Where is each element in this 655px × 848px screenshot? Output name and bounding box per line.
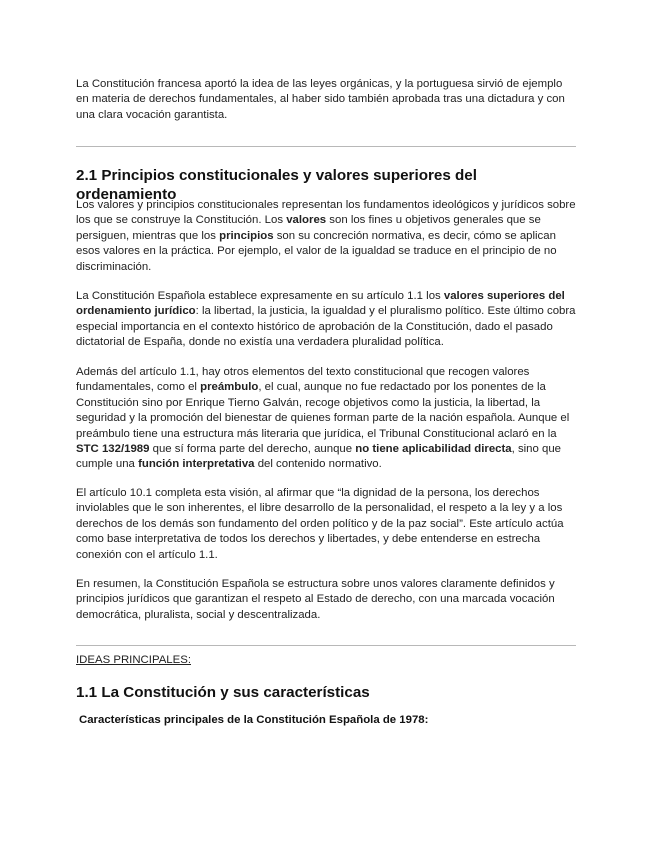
subsection-heading-block: [76, 683, 576, 702]
paragraph-values-principles: [76, 198, 576, 275]
bold-term-aplicabilidad: no tiene aplicabilidad directa: [355, 443, 512, 456]
intro-paragraph-block: [76, 77, 576, 123]
text-run: son los fines u objetivos generales que se persiguen, mientras que los: [76, 214, 541, 242]
paragraph-article-1-1-block: [76, 289, 576, 351]
text-run: La Constitución Española establece expresamente en su artículo 1.1 los: [76, 290, 444, 302]
text-run: : la libertad, la justicia, la igualdad y el pluralismo político. Este último cobra especial importancia en el contexto histórico de aprobación de la Constitución, dado el pasado dictatorial de España, donde no existía una verdadera pluralidad política.: [76, 305, 576, 349]
bold-term-valores: valores: [286, 214, 327, 227]
text-run: , el cual, aunque no fue redactado por los ponentes de la Constitución sino por Enrique Tierno Galván, recoge objetivos como la justicia, la libertad, la seguridad y la promoción del bienestar de quienes forman parte de la nación española. Aunque el preámbulo tiene una estructura más literaria que jurídica, el Tribunal Constitucional aclaró en la: [76, 381, 570, 440]
characteristics-subheading-block: [79, 713, 579, 728]
paragraph-values-principles-block: [76, 198, 576, 275]
ideas-principales-label: IDEAS PRINCIPALES:: [76, 654, 191, 666]
paragraph-article-10-1: El artículo 10.1 completa esta visión, al afirmar que “la dignidad de la persona, los derechos inviolables que le son inherentes, el libre desarrollo de la personalidad, el respeto a la ley y a los derechos de los demás son fundamento del orden político y de la paz social”. Este artículo actúa como base interpretativa de todos los derechos y libertades, y debe entenderse en estrecha conexión con el artículo 1.1.: [76, 487, 564, 561]
section-divider: [76, 146, 576, 147]
text-run: son su concreción normativa, es decir, cómo se aplican esos valores en la práctica. Por ejemplo, el valor de la igualdad se traduce en el principio de no discriminación.: [76, 229, 557, 273]
section-divider-2: [76, 645, 576, 646]
paragraph-summary: En resumen, la Constitución Española se estructura sobre unos valores claramente definidos y principios jurídicos que garantizan el respeto al Estado de derecho, con una marcada vocación democrática, pluralista, social y descentralizada.: [76, 578, 555, 621]
bold-term-valores-superiores: valores superiores del ordenamiento jurídico: [76, 290, 565, 318]
characteristics-subheading: Características principales de la Constitución Española de 1978:: [79, 714, 429, 726]
bold-term-stc: STC 132/1989: [76, 443, 150, 456]
paragraph-summary-block: [76, 577, 576, 623]
section-heading: 2.1 Principios constitucionales y valores superiores del ordenamiento: [76, 167, 477, 203]
intro-paragraph: La Constitución francesa aportó la idea de las leyes orgánicas, y la portuguesa sirvió de ejemplo en materia de derechos fundamentales, al haber sido también aprobada tras una dictadura y con una clara vocación garantista.: [76, 78, 565, 121]
bold-term-funcion-interpretativa: función interpretativa: [138, 458, 255, 471]
paragraph-article-10-1-block: [76, 486, 576, 563]
ideas-label-block: [76, 653, 576, 668]
paragraph-preambulo-block: [76, 365, 576, 473]
paragraph-preambulo: [76, 365, 576, 473]
subsection-heading: 1.1 La Constitución y sus características: [76, 684, 370, 701]
text-run: Los valores y principios constitucionales representan los fundamentos ideológicos y jurídicos sobre los que se construye la Constitución. Los: [76, 199, 576, 227]
text-run: que sí forma parte del derecho, aunque: [149, 443, 356, 456]
bold-term-principios: principios: [219, 229, 274, 242]
text-run: Además del artículo 1.1, hay otros elementos del texto constitucional que recogen valores fundamentales, como el: [76, 366, 530, 394]
paragraph-article-1-1: [76, 289, 576, 351]
text-run: del contenido normativo.: [254, 458, 382, 471]
text-run: , sino que cumple una: [76, 443, 562, 471]
bold-term-preambulo: preámbulo: [200, 381, 259, 394]
